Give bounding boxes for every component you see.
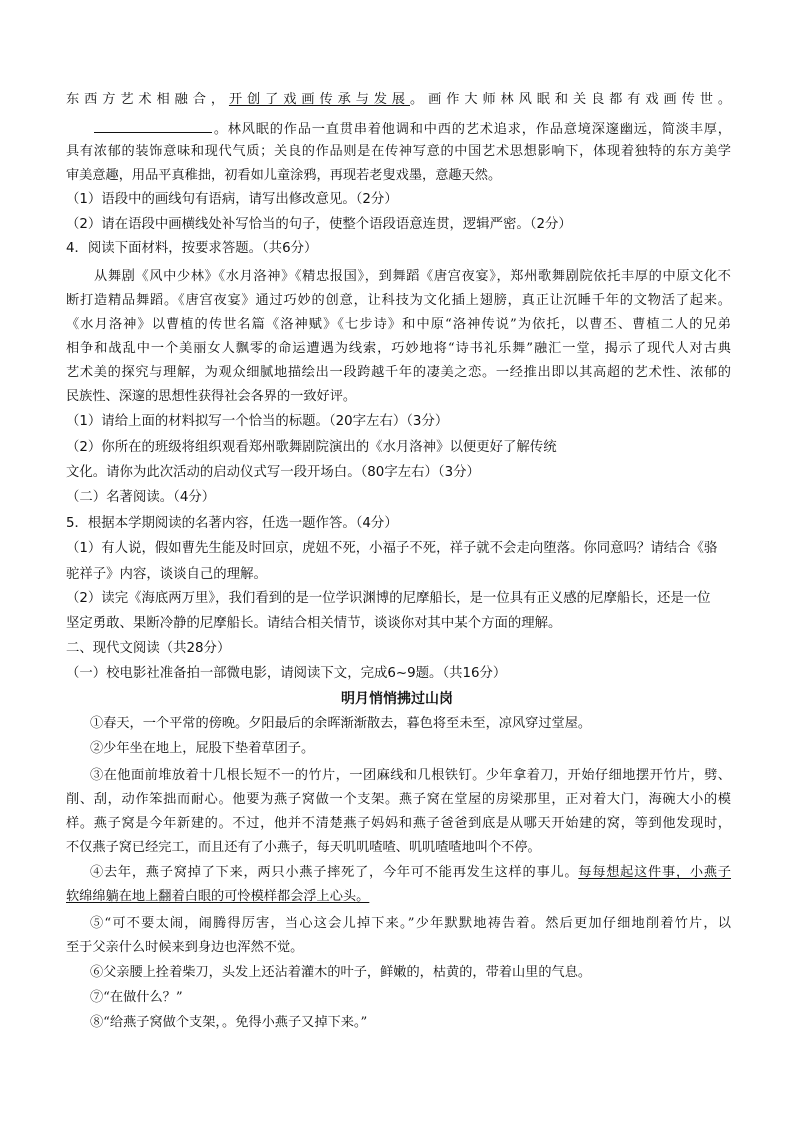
story-paragraph-7: ⑦“在做什么？” xyxy=(90,990,183,1005)
q5-sub1-line-2: 驼祥子》内容，谈谈自己的理解。 xyxy=(66,567,267,582)
story-paragraph-5-line-1: ⑤“可不要太闹，闹腾得厉害，当心这会儿掉下来。”少年默默地祷告着。然后更加仔细地削着竹片，以 xyxy=(90,916,731,931)
q4-material-line-3: 《水月洛神》以曹植的传世名篇《洛神赋》《七步诗》和中原“洛神传说”为依托，以曹丕、曹植二人的兄弟 xyxy=(66,317,731,332)
story-paragraph-6: ⑥父亲腰上拴着柴刀，头发上还沾着灌木的叶子，鲜嫩的，枯黄的，带着山里的气息。 xyxy=(90,965,592,980)
section-modern-subheading: （一）校电影社准备拍一部微电影，请阅读下文，完成6~9题。（共16分） xyxy=(66,666,507,681)
q4-sub1: （1）请给上面的材料拟写一个恰当的标题。（20字左右）（3分） xyxy=(66,414,449,429)
story-paragraph-3-line-3: 样。燕子窝是今年新建的。不过，他并不清楚燕子妈妈和燕子爸爸到底是从哪天开始建的窝，等到他发现时， xyxy=(66,816,731,831)
story-paragraph-4-line-2 xyxy=(66,888,731,906)
q5-sub1-line-1: （1）有人说，假如曹先生能及时回京，虎妞不死，小福子不死，祥子就不会走向堕落。你同意吗？请结合《骆 xyxy=(66,541,718,556)
q3-sub2: （2）请在语段中画横线处补写恰当的句子，使整个语段语意连贯，逻辑严密。（2分） xyxy=(66,217,572,232)
passage-text: 东西方艺术相融合， xyxy=(66,92,229,107)
q4-material-line-4: 相争和战乱中一个美丽女人飘零的命运遭遇为线索，巧妙地将“诗书礼乐舞”融汇一堂，揭示了现代人对古典 xyxy=(66,341,731,356)
q4-heading: 4．阅读下面材料，按要求答题。（共6分） xyxy=(66,241,318,256)
passage-line-3: 具有浓郁的装饰意味和现代气质；关良的作品则是在传神写意的中国艺术思想影响下，体现着独特的东方美学 xyxy=(66,144,731,159)
q4-sub2-line-2: 文化。请你为此次活动的启动仪式写一段开场白。（80字左右）（3分） xyxy=(66,465,480,480)
story-text: ④去年，燕子窝掉了下来，两只小燕子摔死了，今年可不能再发生这样的事儿。 xyxy=(90,865,579,880)
q5-sub2-line-1: （2）读完《海底两万里》，我们看到的是一位学识渊博的尼摩船长，是一位具有正义感的尼摩船长，还是一位 xyxy=(66,591,711,606)
story-paragraph-2: ②少年坐在地上，屁股下垫着草团子。 xyxy=(90,741,315,756)
q4-material-line-1: 从舞剧《风中少林》《水月洛神》《精忠报国》，到舞蹈《唐宫夜宴》，郑州歌舞剧院依托丰厚的中原文化不 xyxy=(94,269,731,284)
q4-material-line-5: 艺术美的探究与理解，为观众细腻地描绘出一段跨越千年的凄美之恋。一经推出即以其高超的艺术性、浓郁的 xyxy=(66,365,731,380)
fill-in-blank xyxy=(94,119,212,133)
passage-line-4: 审美意趣，用品平真稚拙，初看如儿童涂鸦，再现若老叟戏墨，意趣天然。 xyxy=(66,168,502,183)
passage-line-1 xyxy=(66,91,731,109)
q4-material-line-2: 断打造精品舞蹈。《唐宫夜宴》通过巧妙的创意，让科技为文化插上翅膀，真正让沉睡千年的文物活了起来。 xyxy=(66,293,731,308)
q4-material-line-6: 民族性、深邃的思想性获得社会各界的一致好评。 xyxy=(66,389,357,404)
q5-heading: 5．根据本学期阅读的名著内容，任选一题作答。（4分） xyxy=(66,516,398,531)
section-classics-heading: （二）名著阅读。（4分） xyxy=(66,490,216,505)
passage-text: 。画作大师林风眠和关良都有戏画传世。 xyxy=(410,92,731,107)
section-modern-heading: 二、现代文阅读（共28分） xyxy=(66,641,231,656)
passage-text: 。林风眠的作品一直贯串着他调和中西的艺术追求，作品意境深邃幽远，简淡丰厚， xyxy=(213,122,731,137)
underlined-sentence: 每每想起这件事，小燕子 xyxy=(578,865,731,880)
story-title: 明月悄悄拂过山岗 xyxy=(341,691,453,707)
underlined-sentence: 开创了戏画传承与发展 xyxy=(228,92,411,107)
q5-sub2-line-2: 坚定勇敢、果断冷静的尼摩船长。请结合相关情节，谈谈你对其中某个方面的理解。 xyxy=(66,616,562,631)
story-paragraph-3-line-1: ③在他面前堆放着十几根长短不一的竹片，一团麻线和几根铁钉。少年拿着刀，开始仔细地摆开竹片，劈、 xyxy=(90,768,731,783)
story-paragraph-5-line-2: 至于父亲什么时候来到身边也浑然不觉。 xyxy=(66,940,304,955)
story-paragraph-1: ①春天，一个平常的傍晚。夕阳最后的余晖渐渐散去，暮色将至未至，凉风穿过堂屋。 xyxy=(90,716,592,731)
story-paragraph-3-line-4: 不仅燕子窝已经完工，而且还有了小燕子，每天叽叽喳喳、叽叽喳喳地叫个不停。 xyxy=(66,840,541,855)
underlined-sentence: 软绵绵躺在地上翻着白眼的可怜模样都会浮上心头。 xyxy=(66,889,370,904)
story-paragraph-4-line-1 xyxy=(90,864,731,882)
passage-line-2 xyxy=(94,119,731,139)
story-paragraph-3-line-2: 削、刮，动作笨拙而耐心。他要为燕子窝做一个支架。燕子窝在堂屋的房梁那里，正对着大门，海碗大小的模 xyxy=(66,792,731,807)
story-paragraph-8: ⑧“给燕子窝做个支架，。免得小燕子又掉下来。” xyxy=(90,1015,368,1030)
q4-sub2-line-1: （2）你所在的班级将组织观看郑州歌舞剧院演出的《水月洛神》以便更好了解传统 xyxy=(66,440,557,455)
q3-sub1: （1）语段中的画线句有语病，请写出修改意见。（2分） xyxy=(66,192,398,207)
